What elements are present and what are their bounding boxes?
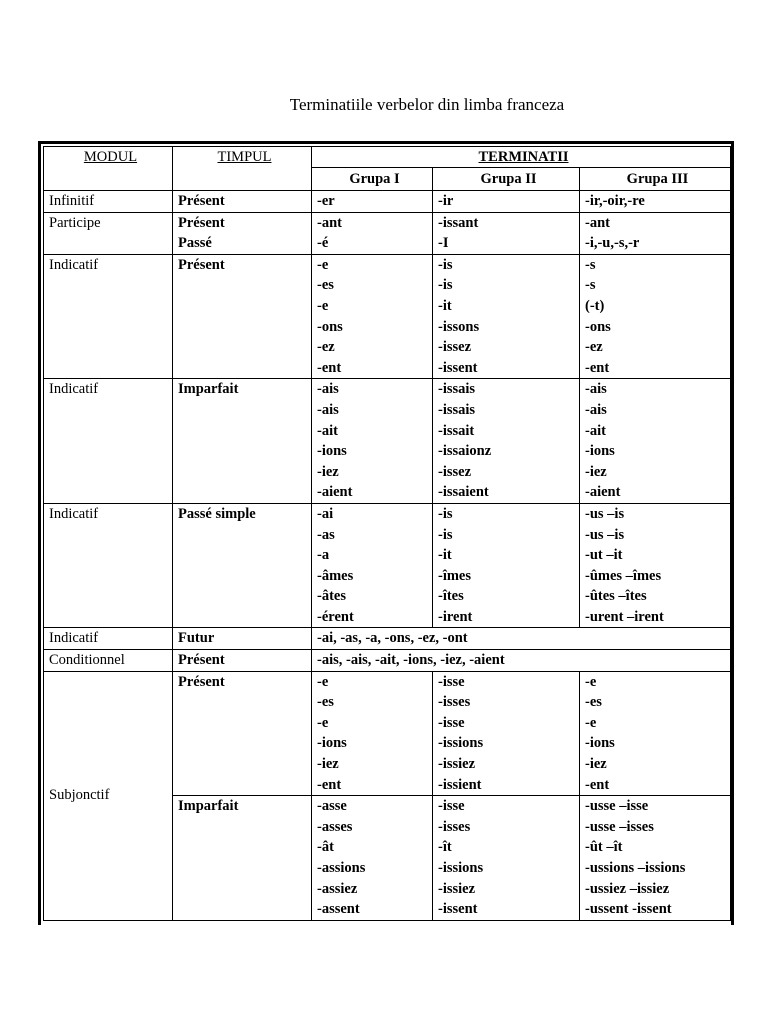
row-indicatif-imparfait [44,379,731,504]
grupa-3-cell [580,212,731,254]
ending-line: -us –is [585,526,625,543]
grupa-1-cell [312,212,433,254]
grupa-2-cell [433,503,580,628]
grupa-3-cell [580,191,731,213]
ending-line: -es [317,277,334,294]
ending-line: -ir [438,193,454,209]
ending-line: -isses [438,694,471,711]
row-indicatif-futur [44,628,731,650]
ending-line: -issions [438,735,484,752]
ending-line: -er [317,193,335,209]
ending-line: -i,-u,-s,-r [585,235,640,252]
ending-line: -asses [317,818,353,835]
grupa-3-cell [580,671,731,796]
ending-line: -us –is [585,505,625,522]
header-grupa-1: Grupa I [312,168,433,191]
row-indicatif-present [44,254,731,379]
grupa-1-cell [312,254,433,379]
grupa-3-cell [580,796,731,921]
ending-line: -ions [585,443,615,460]
ending-line: -ant [317,214,342,231]
ending-line: -assent [317,901,360,918]
ending-line: -issent [438,901,478,918]
ending-line: -assiez [317,880,358,897]
ending-line: -ent [585,776,610,793]
grupa-2-cell [433,671,580,796]
ending-line: -e [317,256,329,273]
ending-line: -ait [585,422,606,439]
ending-line: -s [585,256,596,273]
grupa-1-cell [312,796,433,921]
timpul-cell: Imparfait [173,796,312,921]
ending-line: -as [317,526,335,543]
ending-line: -ûmes –îmes [585,567,662,584]
ending-line: -ent [317,776,342,793]
modul-cell: Subjonctif [44,671,173,920]
ending-line: -ais [317,401,339,418]
grupa-2-cell [433,191,580,213]
ending-line: -asse [317,798,347,815]
grupa-1-cell [312,503,433,628]
header-grupa-2: Grupa II [433,168,580,191]
ending-line: -is [438,526,453,543]
grupa-1-cell [312,191,433,213]
ending-line: -ât [317,839,334,856]
grupa-2-cell [433,379,580,504]
ending-line: -usse –isses [585,818,654,835]
grupa-2-cell [433,212,580,254]
timpul-cell: Présent [173,650,312,672]
endings-all-groups-cell: -ais, -ais, -ait, -ions, -iez, -aient [312,650,731,672]
row-infinitif [44,191,731,213]
ending-line: -ut –it [585,547,623,564]
header-terminatii: TERMINATII [312,147,731,168]
row-conditionnel [44,650,731,672]
row-indicatif-passe-simple [44,503,731,628]
ending-line: -issant [438,214,479,231]
timpul-cell [173,212,312,254]
ending-line: -isse [438,798,465,815]
ending-line: -ons [585,318,611,335]
ending-line: -ions [317,443,347,460]
ending-line: -e [585,714,597,731]
ending-line: -ent [317,359,342,376]
timpul-cell: Futur [173,628,312,650]
ending-line: -issons [438,318,480,335]
ending-line: -ûtes –îtes [585,588,647,605]
ending-line: -ît [438,839,452,856]
grupa-3-cell [580,503,731,628]
ending-line: -issent [438,359,478,376]
ending-line: -issiez [438,756,476,773]
ending-line: -ais [585,401,607,418]
ending-line: -is [438,256,453,273]
ending-line: -assions [317,860,366,876]
ending-line: -issions [438,860,484,876]
row-participe [44,212,731,254]
ending-line: -ions [317,735,347,752]
ending-line: -e [317,714,329,731]
modul-cell: Infinitif [44,191,173,213]
ending-line: -e [317,297,329,314]
row-subjonctif-present [44,671,731,796]
grupa-1-cell [312,671,433,796]
ending-line: -ais [317,381,339,398]
ending-line: -issez [438,339,472,356]
ending-line: -it [438,547,452,564]
timpul-cell: Imparfait [173,379,312,504]
ending-line: -ai [317,505,334,522]
ending-line: -es [317,694,334,711]
ending-line: -iez [317,463,339,480]
modul-cell: Participe [44,212,173,254]
ending-line: -ons [317,318,343,335]
ending-line: -ent [585,359,610,376]
ending-line: -âmes [317,567,354,584]
modul-cell: Indicatif [44,503,173,628]
ending-line: -issait [438,422,475,439]
ending-line: -ant [585,214,610,231]
grupa-3-cell [580,254,731,379]
ending-line: -îtes [438,588,464,605]
timpul-cell: Passé simple [173,503,312,628]
timpul-cell: Présent [173,191,312,213]
ending-line: -irent [438,608,473,625]
ending-line: -ez [585,339,603,356]
grupa-2-cell [433,254,580,379]
ending-line: -ais [585,381,607,398]
conjugation-table [43,146,731,921]
ending-line: Présent [178,214,225,231]
ending-line: -e [317,673,329,690]
ending-line: -ussions –issions [585,860,686,876]
ending-line: -I [438,235,449,252]
ending-line: Passé [178,235,212,252]
ending-line: -issient [438,776,482,793]
modul-cell: Indicatif [44,254,173,379]
ending-line: -s [585,277,596,294]
header-modul: MODUL [44,147,173,191]
timpul-cell: Présent [173,254,312,379]
ending-line: -ussent -issent [585,901,672,918]
modul-cell: Indicatif [44,628,173,650]
ending-line: -it [438,297,452,314]
modul-cell: Conditionnel [44,650,173,672]
ending-line: -urent –irent [585,608,664,625]
ending-line: -iez [317,756,339,773]
ending-line: -âtes [317,588,346,605]
ending-line: -issais [438,381,476,398]
ending-line: -ez [317,339,335,356]
ending-line: -issais [438,401,476,418]
ending-line: -issez [438,463,472,480]
ending-line: -é [317,235,329,252]
ending-line: -issaient [438,484,489,501]
grupa-3-cell [580,379,731,504]
ending-line: -ions [585,735,615,752]
ending-line: -aient [585,484,621,501]
header-grupa-3: Grupa III [580,168,731,191]
document-title: Terminatiile verbelor din limba franceza [289,95,565,114]
ending-line: -aient [317,484,353,501]
ending-line: -isses [438,818,471,835]
ending-line: -isse [438,673,465,690]
ending-line: -iez [585,756,607,773]
modul-cell: Indicatif [44,379,173,504]
ending-line: -a [317,547,330,564]
ending-line: -issiez [438,880,476,897]
timpul-cell: Présent [173,671,312,796]
ending-line: -ir,-oir,-re [585,193,645,209]
ending-line: -iez [585,463,607,480]
ending-line: -îmes [438,567,472,584]
grupa-2-cell [433,796,580,921]
ending-line: -usse –isse [585,798,649,815]
header-timpul: TIMPUL [173,147,312,191]
ending-line: -es [585,694,602,711]
header-row [44,147,731,168]
grupa-1-cell [312,379,433,504]
ending-line: -is [438,505,453,522]
ending-line: -ait [317,422,338,439]
ending-line: -issaionz [438,443,492,460]
ending-line: (-t) [585,297,605,314]
ending-line: -is [438,277,453,294]
ending-line: -ussiez –issiez [585,880,670,897]
ending-line: -e [585,673,597,690]
ending-line: -ût –ît [585,839,623,856]
endings-all-groups-cell: -ai, -as, -a, -ons, -ez, -ont [312,628,731,650]
ending-line: -isse [438,714,465,731]
ending-line: -érent [317,608,354,625]
